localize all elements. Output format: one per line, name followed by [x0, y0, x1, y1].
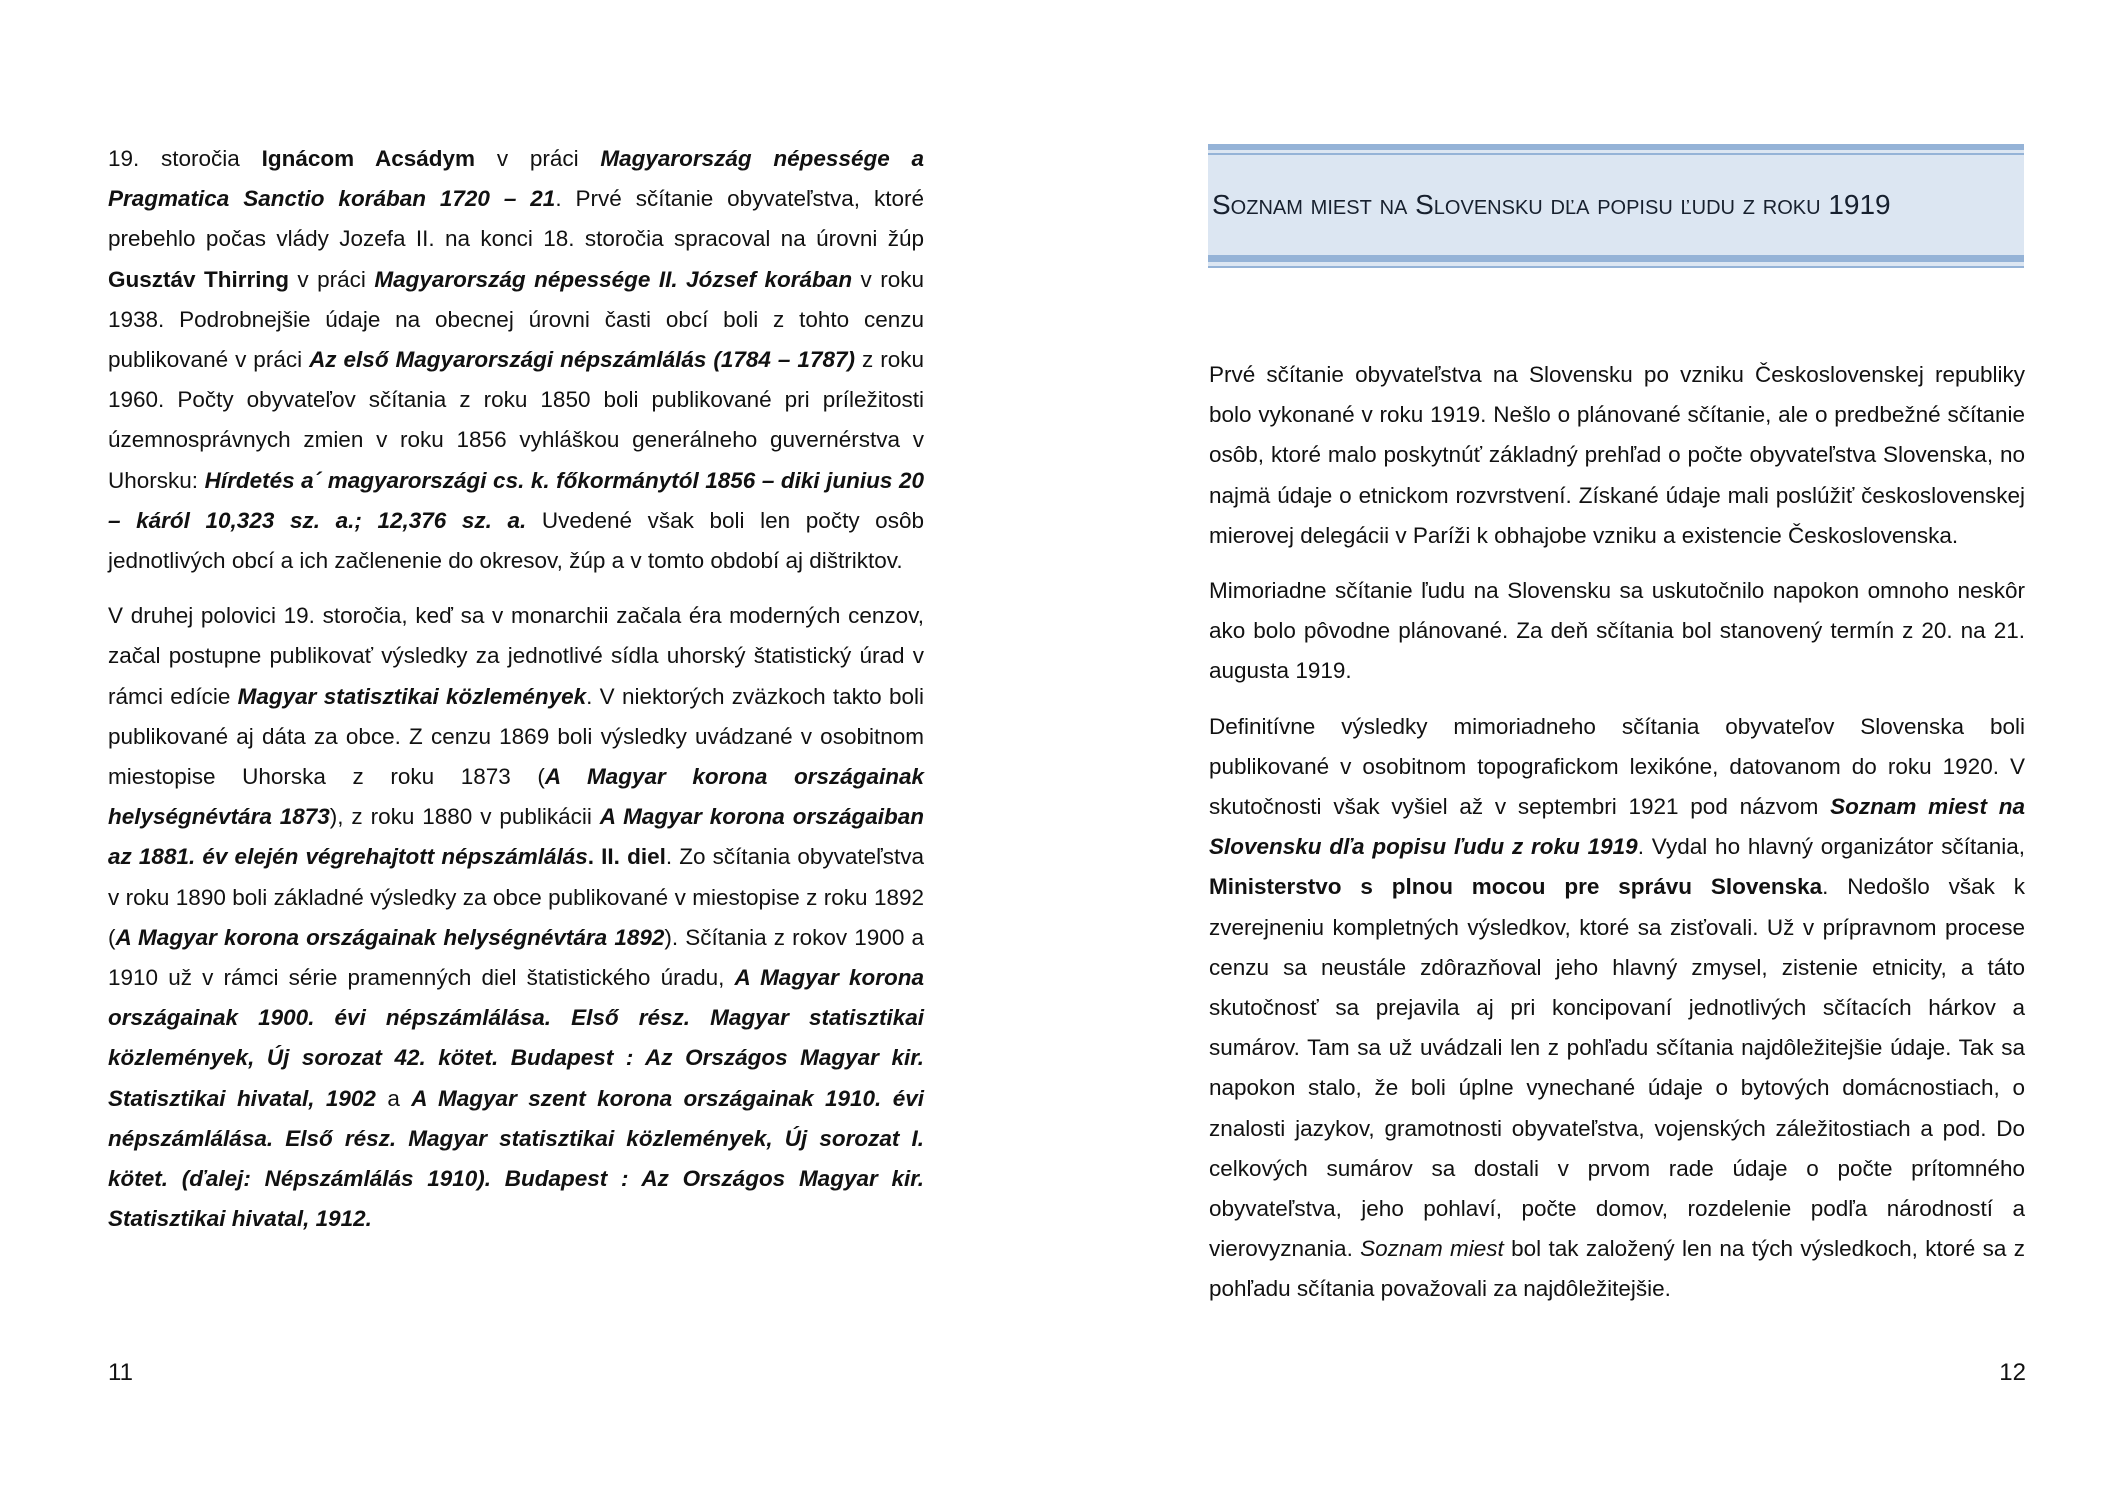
- text-run: ), z roku 1880 v publikácii: [329, 804, 600, 830]
- left-paragraph-2: [108, 596, 924, 1239]
- page-number: 11: [108, 1359, 133, 1386]
- right-text-column: [1209, 355, 2025, 1325]
- publication-title: Az első Magyarországi népszámlálás (1784 – 1787): [309, 347, 855, 373]
- organization-name: Ministerstvo s plnou mocou pre správu Slovenska: [1209, 874, 1823, 900]
- volume-label: . II. diel: [587, 844, 666, 870]
- author-name: Gusztáv Thirring: [108, 266, 289, 292]
- text-run: . Vydal ho hlavný organizátor sčítania,: [1637, 834, 2025, 860]
- section-heading-box: [1208, 144, 2024, 268]
- publication-title: Soznam miest: [1360, 1236, 1504, 1262]
- text-run: Definitívne výsledky mimoriadneho sčítania obyvateľov Slovenska boli publikované v osobitnom topografickom lexikóne, datovanom do roku 1920. V skutočnosti však vyšiel až v septembri 1921 pod názvom: [1209, 713, 2025, 820]
- text-run: ). Sčítania z rokov 1900 a 1910 už v rámci série pramenných diel štatistického úradu,: [108, 924, 924, 991]
- text-run: z roku 1960. Počty obyvateľov sčítania z roku 1850 boli publikované pri príležitosti územnosprávnych zmien v roku 1856 vyhláškou generálneho guvernérstva v Uhorsku:: [108, 347, 924, 493]
- text-run: . V niektorých zväzkoch takto boli publikované aj dáta za obce. Z cenzu 1869 boli výsledky uvádzané v osobitnom miestopise Uhorska z roku 1873 (: [108, 683, 924, 790]
- publication-title: Soznam miest na Slovensku dľa popisu ľudu z roku 1919: [1209, 794, 2025, 860]
- publication-title: A Magyar korona országainak 1900. évi népszámlálása. Első rész. Magyar statisztikai közlemények, Új sorozat 42. kötet. Budapest : Az Országos Magyar kir. Statisztikai hivatal, 1902: [108, 965, 924, 1111]
- section-heading: Soznam miest na Slovensku dľa popisu ľudu z roku 1919: [1212, 189, 1891, 220]
- text-run: bol tak založený len na tých výsledkoch, ktoré sa z pohľadu sčítania považovali za najdôležitejšie.: [1209, 1236, 2025, 1302]
- page-number: 12: [1999, 1359, 2026, 1386]
- publication-title: Magyarország népessége II. József korában: [374, 266, 853, 292]
- text-run: a: [375, 1085, 412, 1111]
- publication-title: Hírdetés a´ magyarországi cs. k. főkormánytól 1856 – diki junius 20 – káról 10,323 sz. a.; 12,376 sz. a.: [108, 467, 924, 533]
- left-paragraph-1: [108, 139, 924, 581]
- text-run: . Nedošlo však k zverejneniu kompletných výsledkov, ktoré sa zisťovali. Už v prípravnom procese cenzu sa neustále zdôrazňoval jeho hlavný zmysel, zistenie etnicity, a táto skutočnosť sa prejavila aj pri koncipovaní jednotlivých sčítacích hárkov a sumárov. Tam sa už uvádzali len z pohľadu sčítania najdôležitejšie údaje. Tak sa napokon stalo, že boli úplne vynechané údaje o bytových domácnostiach, o znalosti jazykov, gramotnosti obyvateľstva, vojenských záležitostiach a pod. Do celkových sumárov sa dostali v prvom rade údaje o počte prítomného obyvateľstva, jeho pohlaví, počte domov, rozdelenie podľa národností a vierovyznania.: [1209, 874, 2026, 1262]
- publication-title: A Magyar korona országaiban az 1881. év elején végrehajtott népszámlálás: [108, 804, 924, 870]
- text-run: v práci: [475, 146, 601, 171]
- left-text-column: [108, 139, 924, 1254]
- publication-title: A Magyar szent korona országainak 1910. évi népszámlálása. Első rész. Magyar statisztikai közlemények, Új sorozat I. kötet. (ďalej: Népszámlálás 1910). Budapest : Az Országos Magyar kir. Statisztikai hivatal, 1912.: [108, 1085, 924, 1232]
- author-name: Ignácom Acsádym: [261, 146, 476, 171]
- text-run: Uvedené však boli len počty osôb jednotlivých obcí a ich začlenenie do okresov, žúp a v tomto období aj dištriktov.: [108, 507, 924, 574]
- publication-title: Magyar statisztikai közlemények: [237, 683, 587, 709]
- heading-rule: [1208, 266, 2024, 268]
- text-run: 19. storočia: [108, 146, 262, 171]
- text-run: . Zo sčítania obyvateľstva v roku 1890 boli základné výsledky za obce publikované v miestopise z roku 1892 (: [108, 844, 924, 950]
- text-run: v roku 1938. Podrobnejšie údaje na obecnej úrovni časti obcí boli z tohto cenzu publikované v práci: [108, 266, 924, 373]
- text-run: . Prvé sčítanie obyvateľstva, ktoré prebehlo počas vlády Jozefa II. na konci 18. storočia spracoval na úrovni žúp: [108, 186, 924, 252]
- text-run: V druhej polovici 19. storočia, keď sa v monarchii začala éra moderných cenzov, začal postupne publikovať výsledky za jednotlivé sídla uhorský štatistický úrad v rámci edície: [108, 603, 924, 709]
- heading-rule: [1208, 153, 2024, 155]
- heading-rule: [1208, 144, 2024, 150]
- publication-title: Magyarország népessége a Pragmatica Sanctio korában 1720 – 21: [108, 146, 924, 212]
- right-paragraph-3: [1209, 707, 2025, 1310]
- right-paragraph-2: Mimoriadne sčítanie ľudu na Slovensku sa uskutočnilo napokon omnoho neskôr ako bolo pôvodne plánované. Za deň sčítania bol stanovený termín z 20. na 21. augusta 1919.: [1209, 578, 2025, 684]
- publication-title: A Magyar korona országainak helységnévtára 1892: [115, 924, 665, 950]
- text-run: v práci: [288, 266, 375, 292]
- heading-rule: [1208, 255, 2024, 262]
- right-paragraph-1: Prvé sčítanie obyvateľstva na Slovensku po vzniku Československej republiky bolo vykonané v roku 1919. Nešlo o plánované sčítanie, ale o predbežné sčítanie osôb, ktoré malo poskytnúť základný prehľad o počte obyvateľstva Slovenska, no najmä údaje o etnickom rozvrstvení. Získané údaje mali poslúžiť československej mierovej delegácii v Paríži k obhajobe vzniku a existencie Československa.: [1209, 362, 2025, 548]
- right-page: [1058, 0, 2116, 1500]
- publication-title: A Magyar korona országainak helységnévtára 1873: [108, 764, 924, 830]
